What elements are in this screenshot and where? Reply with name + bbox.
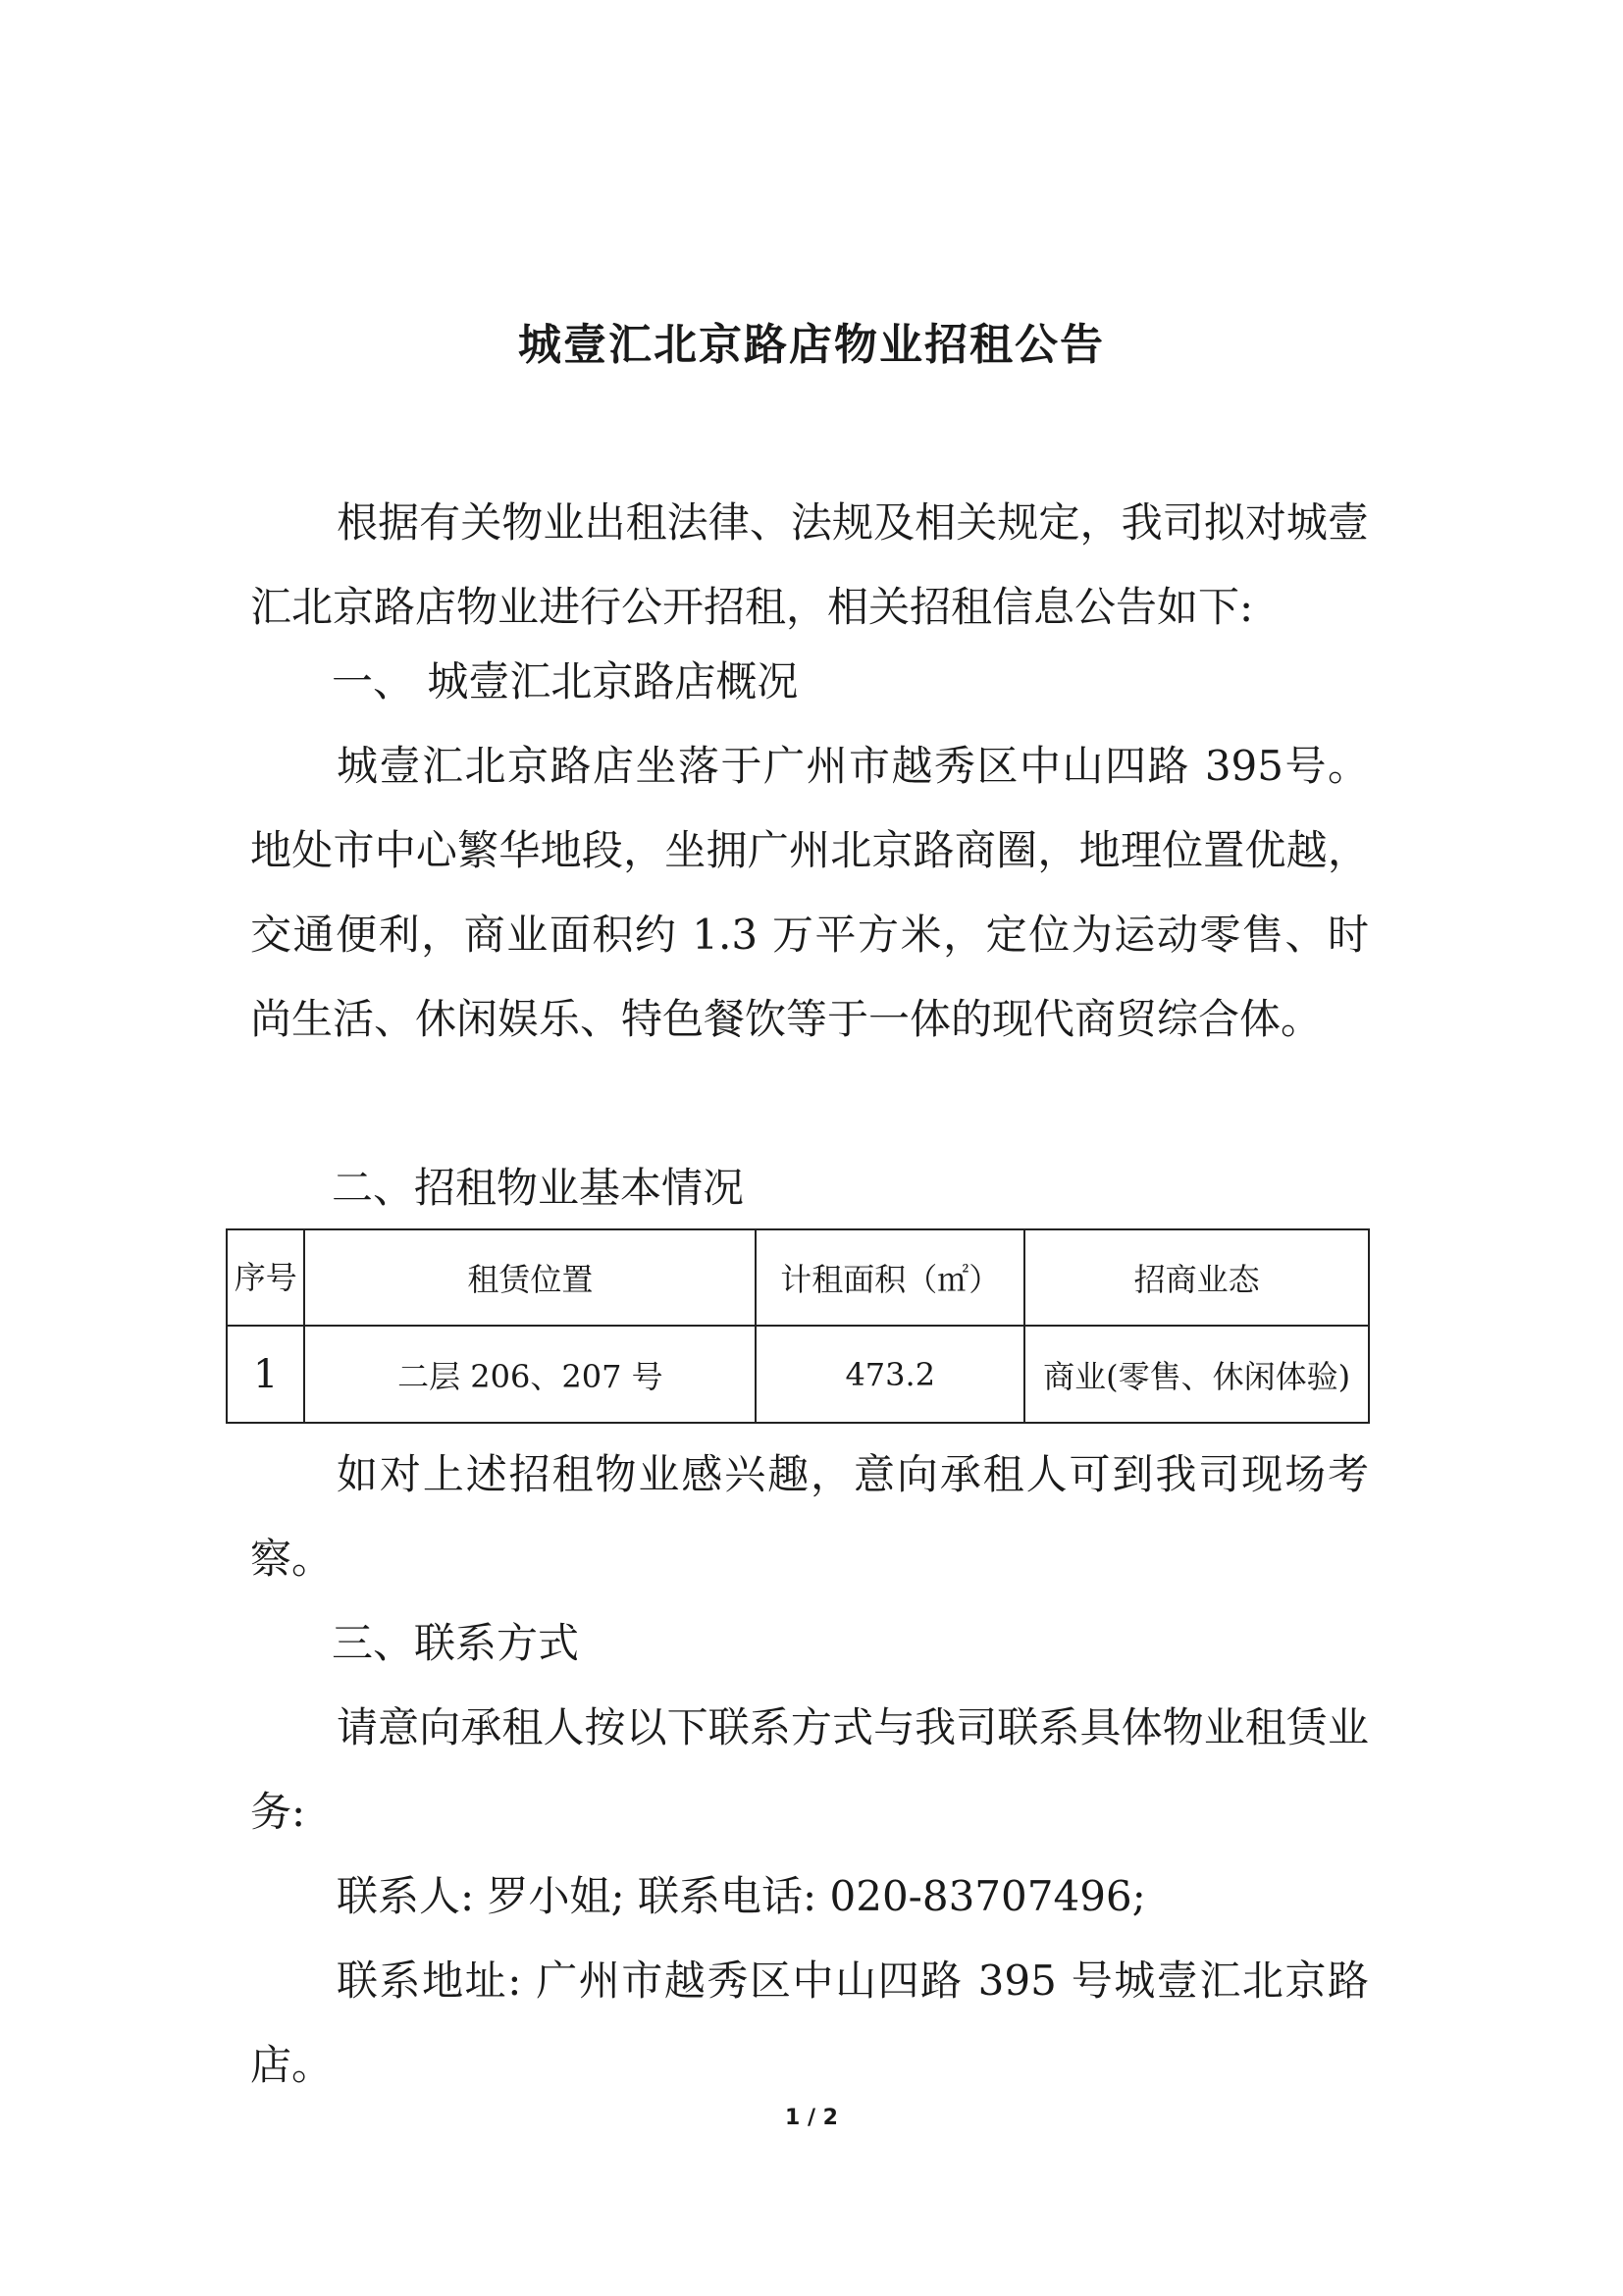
header-location: 租赁位置 <box>304 1229 756 1326</box>
section3-heading: 三、联系方式 <box>332 1619 580 1667</box>
cell-type: 商业(零售、休闲体验) <box>1024 1326 1369 1423</box>
cell-area: 473.2 <box>756 1326 1024 1423</box>
header-no: 序号 <box>227 1229 304 1326</box>
page-title: 城壹汇北京路店物业招租公告 <box>518 320 1105 370</box>
contact-line: 联系人: 罗小姐; 联系电话: 020-83707496; <box>337 1872 1146 1920</box>
section1-paragraph: 城壹汇北京路店坐落于广州市越秀区中山四路 395号。地处市中心繁华地段，坐拥广州北京路商圈，地理位置优越，交通便利，商业面积约 1.3 万平方米，定位为运动零售、时尚生活、休闲娱乐、特色餐饮等于一体的现代商贸综合体。 <box>250 742 1369 1043</box>
cell-location: 二层 206、207 号 <box>304 1326 756 1423</box>
intro-paragraph: 根据有关物业出租法律、法规及相关规定，我司拟对城壹汇北京路店物业进行公开招租，相关招租信息公告如下: <box>250 498 1369 631</box>
page-number: 1 / 2 <box>785 2106 838 2130</box>
header-type: 招商业态 <box>1024 1229 1369 1326</box>
table-row <box>227 1326 1369 1423</box>
section1-heading: 一、 城壹汇北京路店概况 <box>332 657 799 705</box>
rental-table <box>226 1228 1370 1424</box>
section2-heading: 二、招租物业基本情况 <box>332 1164 745 1212</box>
address-line: 联系地址: 广州市越秀区中山四路 395 号城壹汇北京路店。 <box>250 1957 1369 2089</box>
section2-note: 如对上述招租物业感兴趣，意向承租人可到我司现场考察。 <box>250 1450 1369 1583</box>
cell-no: 1 <box>227 1326 304 1423</box>
table-header-row <box>227 1229 1369 1326</box>
header-area: 计租面积（㎡） <box>756 1229 1024 1326</box>
section3-paragraph: 请意向承租人按以下联系方式与我司联系具体物业租赁业务: <box>250 1703 1369 1836</box>
